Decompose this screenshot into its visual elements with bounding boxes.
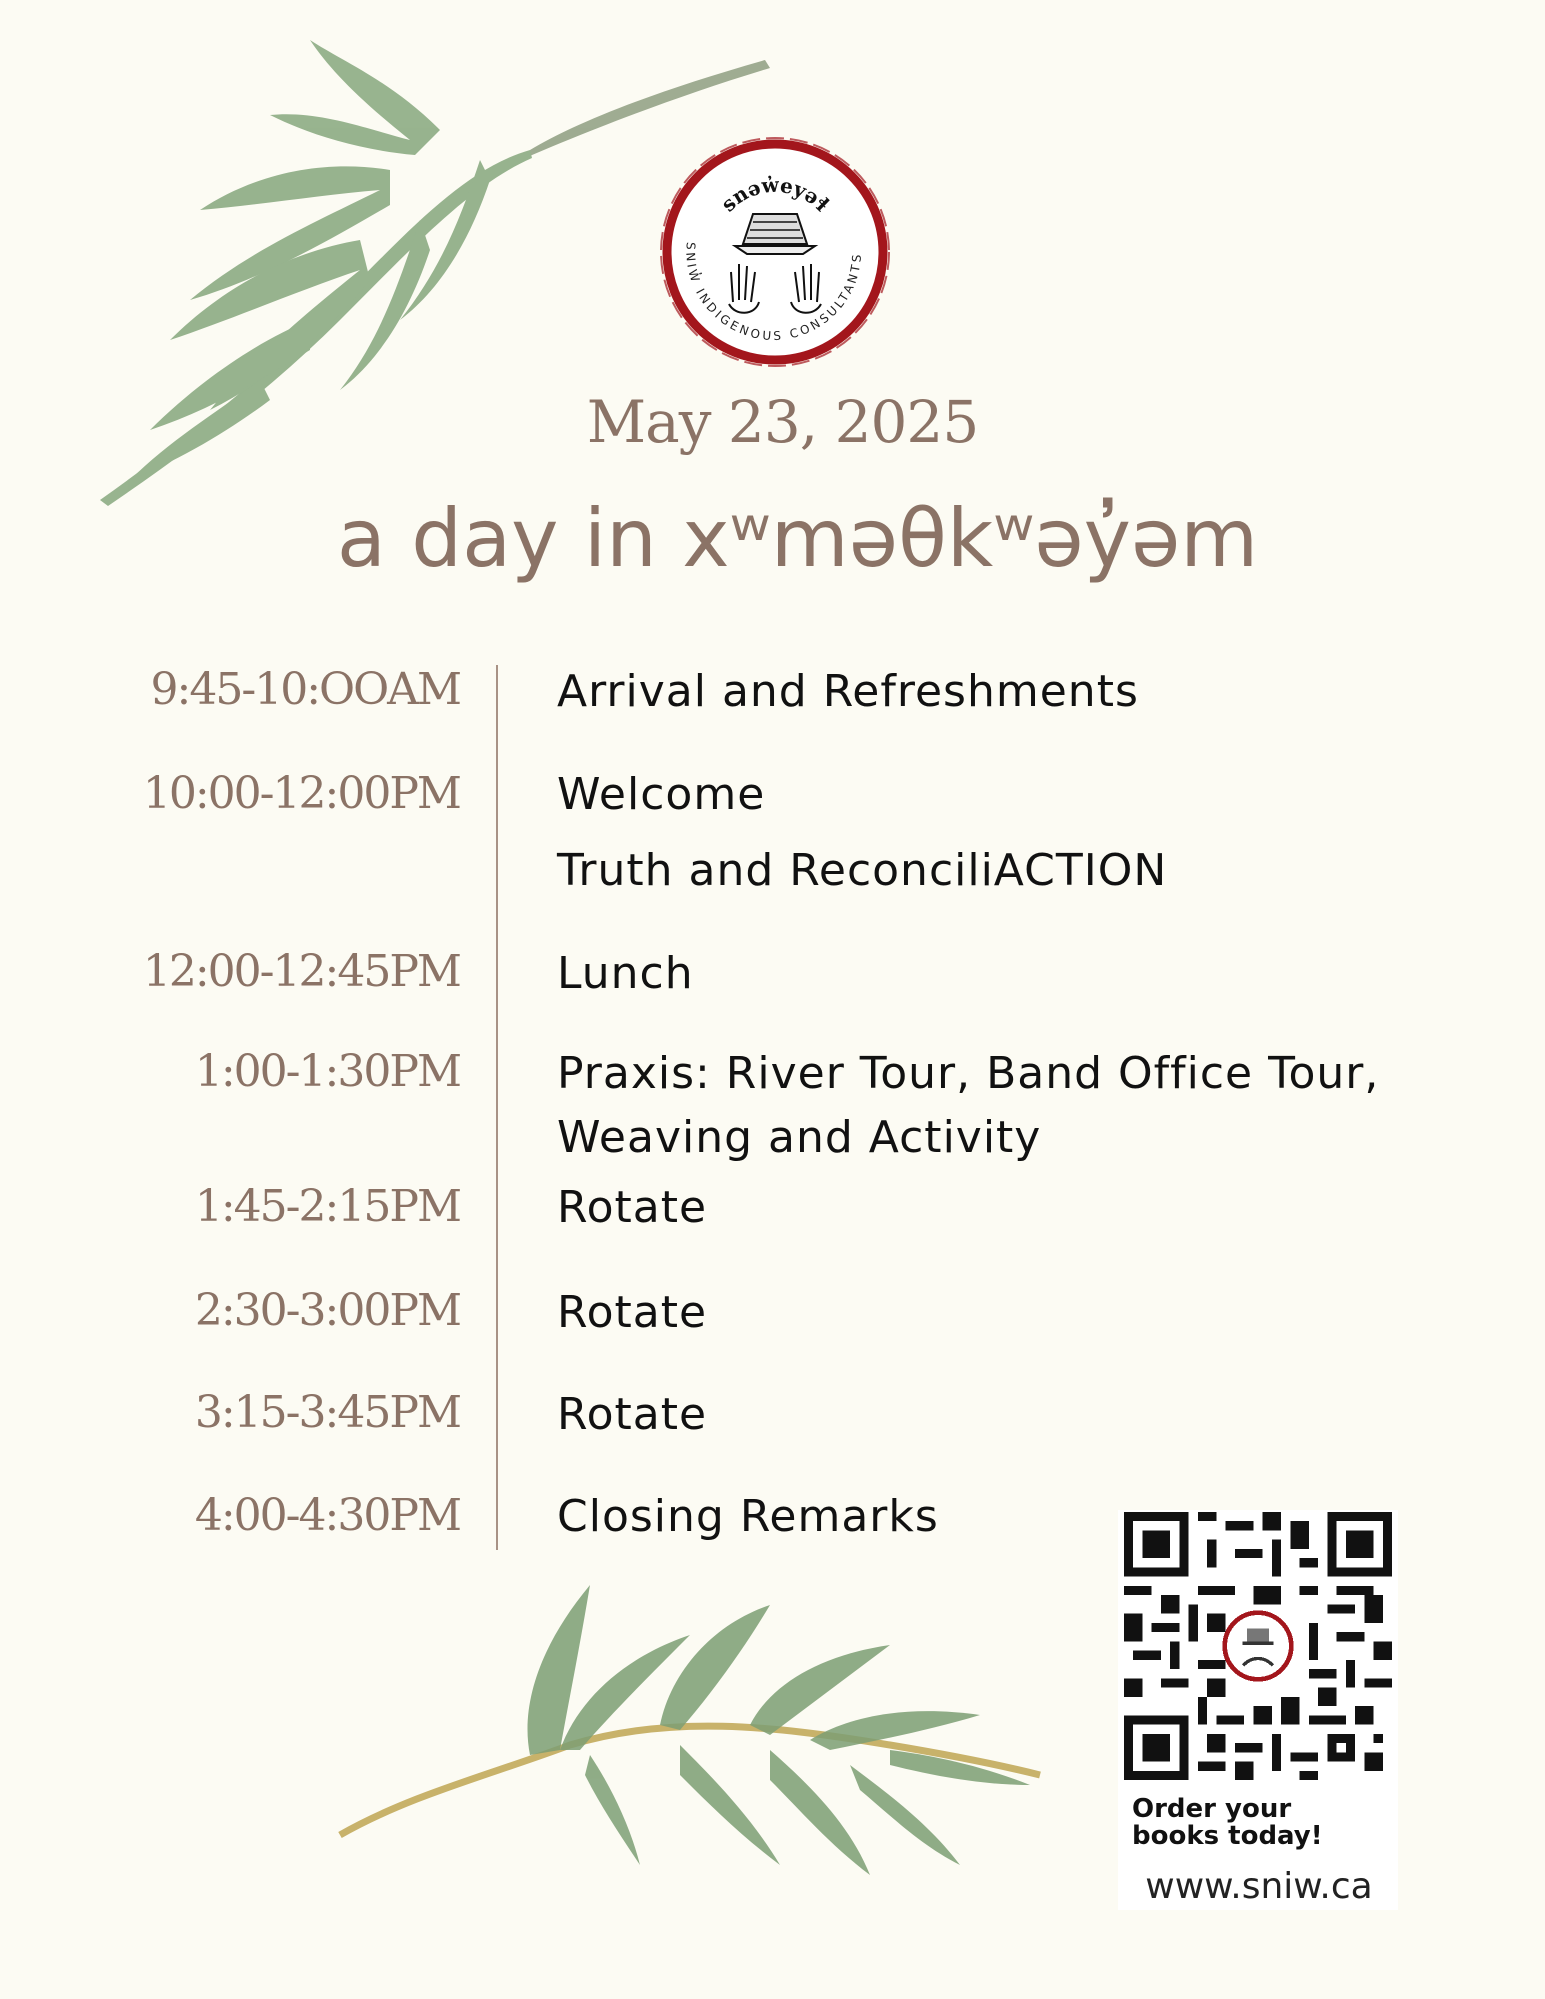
schedule-time: 4:00-4:30PM [194, 1490, 460, 1541]
schedule-time: 3:15-3:45PM [194, 1387, 460, 1438]
schedule-event: Arrival and Refreshments [557, 666, 1139, 717]
page-title: a day in xʷməθkʷəy̓əm [336, 492, 1259, 585]
sniw-logo [655, 132, 895, 372]
schedule-time: 12:00-12:45PM [142, 946, 460, 997]
cedar-branch-bottom-illustration [330, 1575, 1050, 1915]
schedule-event: Lunch [557, 948, 694, 999]
schedule-time: 1:00-1:30PM [194, 1046, 460, 1097]
schedule-time: 9:45-10:OOAM [150, 664, 460, 715]
schedule-event: Truth and ReconciliACTION [557, 845, 1168, 896]
website-link[interactable]: www.sniw.ca [1145, 1866, 1373, 1907]
schedule-divider [496, 665, 498, 1550]
schedule-time: 10:00-12:00PM [142, 768, 460, 819]
qr-code-icon[interactable] [1124, 1512, 1392, 1780]
qr-caption-line: Order your [1132, 1794, 1292, 1824]
svg-text:snəw̓eyəɬ: snəw̓eyəɬ [716, 172, 834, 217]
schedule-event: Rotate [557, 1182, 708, 1233]
qr-order-panel [1118, 1510, 1398, 1910]
schedule-event: Closing Remarks [557, 1491, 939, 1542]
schedule-event: Rotate [557, 1389, 708, 1440]
svg-text:SNIW̓ INDIGENOUS CONSULTANTS: SNIW̓ INDIGENOUS CONSULTANTS [683, 241, 865, 344]
schedule-event: Welcome [557, 769, 766, 820]
schedule-event: Praxis: River Tour, Band Office Tour, [557, 1048, 1380, 1099]
schedule-time: 2:30-3:00PM [194, 1285, 460, 1336]
schedule-event: Weaving and Activity [557, 1112, 1042, 1163]
schedule-event: Rotate [557, 1287, 708, 1338]
schedule-time: 1:45-2:15PM [194, 1181, 460, 1232]
qr-caption [1132, 1796, 1392, 1850]
event-date: May 23, 2025 [586, 388, 979, 456]
qr-caption-line: books today! [1132, 1821, 1323, 1851]
